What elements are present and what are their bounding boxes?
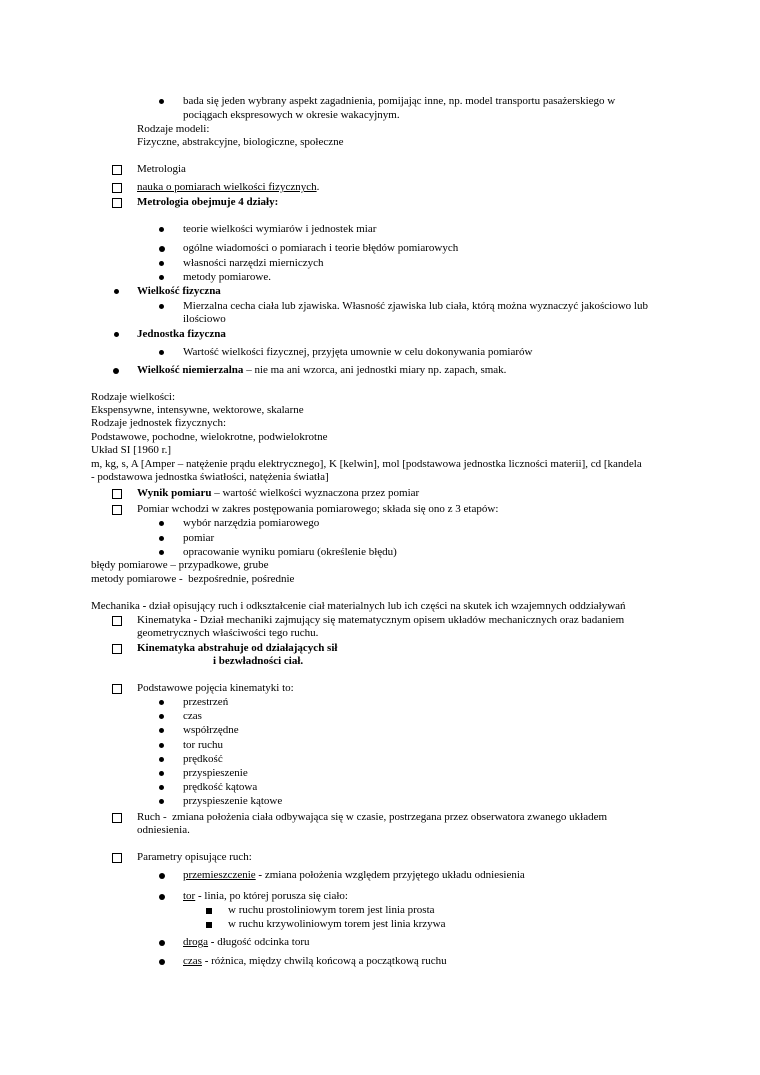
bullet-icon <box>159 959 165 965</box>
bullet-icon <box>159 728 164 733</box>
param-desc: różnica, między chwilą końcową a początkową ruchu <box>208 955 447 967</box>
bullet-icon <box>159 799 164 804</box>
square-bullet-icon <box>206 922 212 928</box>
list-item: wybór narzędzia pomiarowego <box>183 517 320 529</box>
bullet-icon <box>159 873 165 879</box>
bullet-icon <box>114 332 119 337</box>
concepts-heading: Podstawowe pojęcia kinematyki to: <box>137 682 294 694</box>
motion-definition: Ruch - zmiana położenia ciała odbywająca się w czasie, postrzegana przez obserwatora zwanego układem <box>137 811 608 823</box>
kinematics-abstraction: Kinematyka abstrahuje od działających sił <box>137 642 338 654</box>
model-description-line: pociągach ekspresowych w okresie wakacyjnym. <box>183 109 400 121</box>
kinematics-definition: geometrycznych właściwości tego ruchu. <box>137 627 319 639</box>
measurement-result <box>137 487 419 500</box>
list-item: przyspieszenie <box>183 767 248 779</box>
mechanics-definition <box>91 600 626 613</box>
metrology-definition <box>137 181 319 194</box>
list-item: ogólne wiadomości o pomiarach i teorie błędów pomiarowych <box>183 242 459 254</box>
checkbox-bullet-icon <box>112 813 122 823</box>
text-line: m, kg, s, A [Amper – natężenie prądu elektrycznego], K [kelwin], mol [podstawowa jednostka liczności materii], cd [kandela <box>91 458 642 470</box>
bullet-icon <box>159 757 164 762</box>
param-term: tor <box>183 890 196 902</box>
mechanics-term: Mechanika <box>91 600 140 612</box>
measurement-result-term: Wynik pomiaru <box>137 487 212 499</box>
bullet-icon <box>159 550 164 555</box>
params-heading: Parametry opisujące ruch: <box>137 851 252 863</box>
physical-unit-term: Jednostka fizyczna <box>137 328 226 340</box>
bullet-icon <box>159 521 164 526</box>
checkbox-bullet-icon <box>112 616 122 626</box>
list-item: tor ruchu <box>183 739 224 751</box>
unmeasurable-definition <box>137 364 506 377</box>
square-bullet-icon <box>206 908 212 914</box>
physical-unit-desc: Wartość wielkości fizycznej, przyjęta umownie w celu dokonywania pomiarów <box>183 346 533 358</box>
model-types-label: Rodzaje modeli: <box>137 123 210 135</box>
physical-quantity-term: Wielkość fizyczna <box>137 285 221 297</box>
list-item: własności narzędzi mierniczych <box>183 257 324 269</box>
checkbox-bullet-icon <box>112 644 122 654</box>
list-item: przyspieszenie kątowe <box>183 795 283 807</box>
checkbox-bullet-icon <box>112 198 122 208</box>
text-line: Rodzaje jednostek fizycznych: <box>91 417 227 429</box>
list-item: czas <box>183 710 202 722</box>
unmeasurable-desc: – nie ma ani wzorca, ani jednostki miary np. zapach, smak. <box>243 364 507 376</box>
list-item: współrzędne <box>183 724 239 736</box>
param-sep: - <box>255 869 263 881</box>
param-desc: linia, po której porusza się ciało: <box>201 890 348 902</box>
bullet-icon <box>159 894 165 900</box>
bullet-icon <box>159 771 164 776</box>
measurement-methods: metody pomiarowe - bezpośrednie, pośrednie <box>91 573 295 585</box>
param-item <box>183 890 348 903</box>
model-types-list: Fizyczne, abstrakcyjne, biologiczne, społeczne <box>137 136 344 148</box>
physical-quantity-desc: ilościowo <box>183 313 226 325</box>
param-desc: zmiana położenia względem przyjętego układu odniesienia <box>262 869 525 881</box>
bullet-icon <box>159 350 164 355</box>
bullet-icon <box>159 536 164 541</box>
list-item: prędkość <box>183 753 223 765</box>
mechanics-dash: - <box>139 600 150 612</box>
model-description-line: bada się jeden wybrany aspekt zagadnienia, pomijając inne, np. model transportu pasażerskiego w <box>183 95 616 107</box>
param-desc: długość odcinka toru <box>214 936 310 948</box>
bullet-icon <box>159 304 164 309</box>
metrology-scope-heading: Metrologia obejmuje 4 działy: <box>137 196 279 208</box>
path-type-item: w ruchu krzywoliniowym torem jest linia krzywa <box>228 918 446 930</box>
list-item: metody pomiarowe. <box>183 271 271 283</box>
param-item <box>183 936 309 949</box>
bullet-icon <box>159 700 164 705</box>
bullet-icon <box>114 289 119 294</box>
bullet-icon <box>159 275 164 280</box>
checkbox-bullet-icon <box>112 853 122 863</box>
physical-quantity-desc: Mierzalna cecha ciała lub zjawiska. Własność zjawiska lub ciała, którą można wyznaczyć jakościowo lub <box>183 300 648 312</box>
bullet-icon <box>159 743 164 748</box>
checkbox-bullet-icon <box>112 489 122 499</box>
param-sep: - <box>208 936 215 948</box>
measurement-errors: błędy pomiarowe – przypadkowe, grube <box>91 559 269 571</box>
bullet-icon <box>159 261 164 266</box>
measurement-process: Pomiar wchodzi w zakres postępowania pomiarowego; składa się ono z 3 etapów: <box>137 503 499 515</box>
mechanics-desc: dział opisujący ruch i odkształcenie ciał materialnych lub ich części na skutek ich wzajemnych oddziaływań <box>149 600 626 612</box>
param-item <box>183 955 447 968</box>
list-item: prędkość kątowa <box>183 781 258 793</box>
metrology-definition-text: nauka o pomiarach wielkości fizycznych <box>137 181 317 193</box>
unmeasurable-term: Wielkość niemierzalna <box>137 364 244 376</box>
measurement-result-desc: – wartość wielkości wyznaczona przez pomiar <box>211 487 420 499</box>
bullet-icon <box>159 227 164 232</box>
param-sep: - <box>195 890 202 902</box>
text-line: Ekspensywne, intensywne, wektorowe, skalarne <box>91 404 304 416</box>
path-type-item: w ruchu prostoliniowym torem jest linia prosta <box>228 904 435 916</box>
motion-definition: odniesienia. <box>137 824 190 836</box>
text-line: Układ SI [1960 r.] <box>91 444 172 456</box>
checkbox-bullet-icon <box>112 505 122 515</box>
param-term: przemieszczenie <box>183 869 256 881</box>
bullet-icon <box>113 368 119 374</box>
list-item: pomiar <box>183 532 215 544</box>
text-line: Podstawowe, pochodne, wielokrotne, podwielokrotne <box>91 431 328 443</box>
param-term: czas <box>183 955 202 967</box>
bullet-icon <box>159 940 165 946</box>
checkbox-bullet-icon <box>112 165 122 175</box>
param-item <box>183 869 525 882</box>
param-term: droga <box>183 936 209 948</box>
text-line: - podstawowa jednostka światłości, natężenia światła] <box>91 471 329 483</box>
bullet-icon <box>159 99 164 104</box>
bullet-icon <box>159 246 165 252</box>
list-item: teorie wielkości wymiarów i jednostek miar <box>183 223 377 235</box>
bullet-icon <box>159 714 164 719</box>
bullet-icon <box>159 785 164 790</box>
metrology-definition-end: . <box>316 181 320 193</box>
checkbox-bullet-icon <box>112 183 122 193</box>
text-line: Rodzaje wielkości: <box>91 391 176 403</box>
checkbox-bullet-icon <box>112 684 122 694</box>
metrology-title: Metrologia <box>137 163 186 175</box>
kinematics-abstraction: i bezwładności ciał. <box>213 655 304 667</box>
param-sep: - <box>201 955 209 967</box>
kinematics-definition: Kinematyka - Dział mechaniki zajmujący się matematycznym opisem układów mechanicznych oraz badaniem <box>137 614 625 626</box>
list-item: przestrzeń <box>183 696 229 708</box>
list-item: opracowanie wyniku pomiaru (określenie błędu) <box>183 546 397 558</box>
